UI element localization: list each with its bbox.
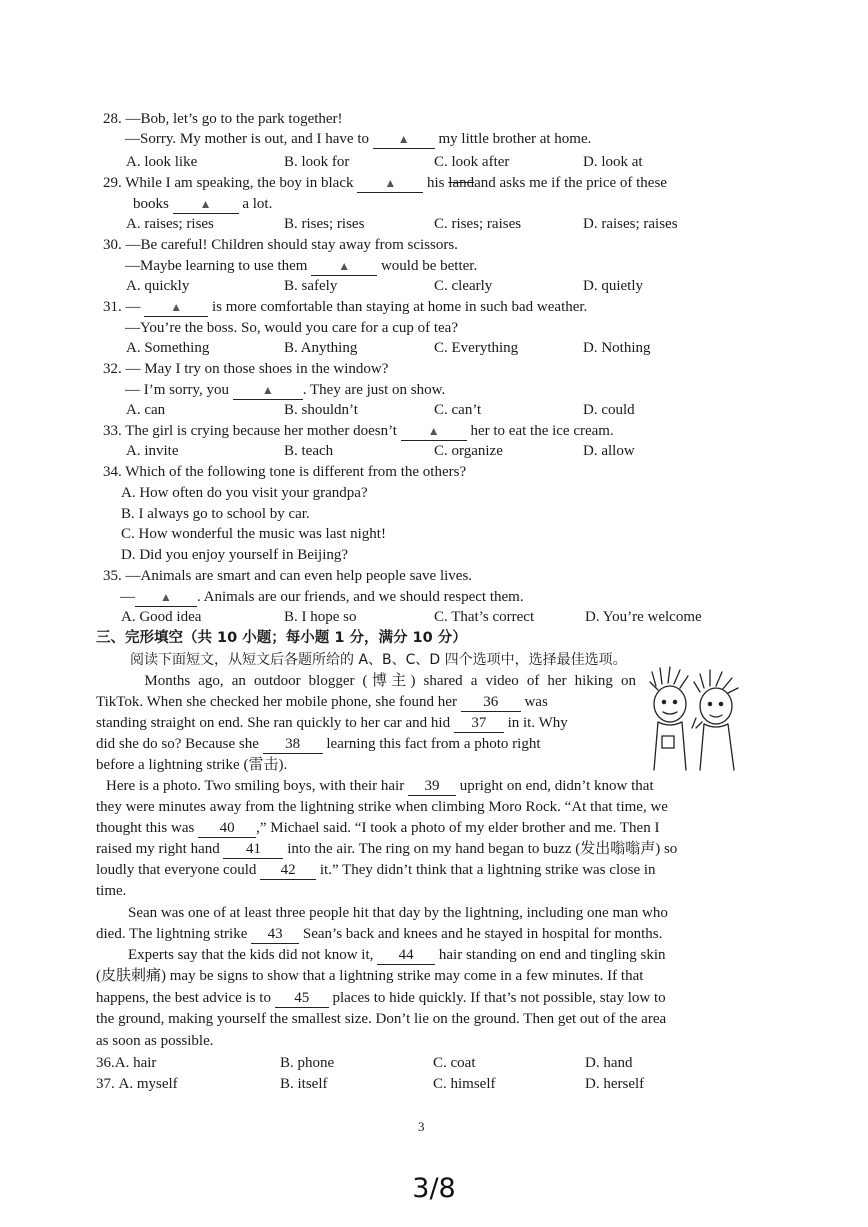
blank-43[interactable]: 43 bbox=[251, 926, 299, 944]
q32-stem-2: — I’m sorry, you ▲ . They are just on show. bbox=[125, 382, 446, 398]
q29-blank-1[interactable]: ▲ bbox=[357, 175, 423, 193]
passage-p2-line-4: raised my right hand 41 into the air. The ring on my hand began to buzz (发出嗡嗡声) so bbox=[96, 841, 678, 857]
q32-option-d[interactable]: D. could bbox=[583, 402, 635, 418]
q35-option-d[interactable]: D. You’re welcome bbox=[585, 609, 702, 625]
blank-42[interactable]: 42 bbox=[260, 862, 316, 880]
q33-option-a[interactable]: A. invite bbox=[126, 443, 179, 459]
q28-blank[interactable]: ▲ bbox=[373, 131, 435, 149]
q34-option-c[interactable]: C. How wonderful the music was last night! bbox=[121, 526, 386, 542]
passage-p2-line-6: time. bbox=[96, 883, 127, 899]
q35-option-b[interactable]: B. I hope so bbox=[284, 609, 357, 625]
q28-option-d[interactable]: D. look at bbox=[583, 154, 643, 170]
q33-option-d[interactable]: D. allow bbox=[583, 443, 635, 459]
q29-blank-2[interactable]: ▲ bbox=[173, 196, 239, 214]
q29-stem: 29. While I am speaking, the boy in black ▲ his landand asks me if the price of these bbox=[103, 175, 667, 191]
q29-option-d[interactable]: D. raises; raises bbox=[583, 216, 678, 232]
q37-option-a[interactable]: 37. A. myself bbox=[96, 1076, 178, 1092]
blank-41[interactable]: 41 bbox=[223, 841, 283, 859]
q35-option-c[interactable]: C. That’s correct bbox=[434, 609, 535, 625]
passage-p4-line-1: Experts say that the kids did not know it, 44 hair standing on end and tingling skin bbox=[128, 947, 666, 963]
page-number: 3 bbox=[418, 1119, 425, 1134]
passage-p4-line-5: as soon as possible. bbox=[96, 1033, 214, 1049]
q35-blank[interactable]: ▲ bbox=[135, 589, 197, 607]
passage-p3-line-1: Sean was one of at least three people hit that day by the lightning, including one man who bbox=[128, 905, 668, 921]
q31-option-b[interactable]: B. Anything bbox=[284, 340, 358, 356]
q34-option-b[interactable]: B. I always go to school by car. bbox=[121, 506, 310, 522]
q35-stem: 35. —Animals are smart and can even help people save lives. bbox=[103, 568, 473, 584]
q36-option-d[interactable]: D. hand bbox=[585, 1055, 633, 1071]
blank-44[interactable]: 44 bbox=[377, 947, 435, 965]
q29-struck-word: land bbox=[448, 175, 475, 191]
q35-option-a[interactable]: A. Good idea bbox=[121, 609, 202, 625]
passage-p3-line-2: died. The lightning strike 43 Sean’s back and knees and he stayed in hospital for months. bbox=[96, 926, 663, 942]
passage-p4-line-2: (皮肤刺痛) may be signs to show that a lightning strike may come in a few minutes. If that bbox=[96, 968, 644, 984]
two-boys-hair-standing-icon bbox=[648, 664, 744, 772]
q32-option-b[interactable]: B. shouldn’t bbox=[284, 402, 358, 418]
section-heading: 三、完形填空（共 10 小题；每小题 1 分，满分 10 分） bbox=[96, 630, 467, 646]
q30-option-b[interactable]: B. safely bbox=[284, 278, 338, 294]
q28-number: 28. bbox=[103, 111, 122, 127]
q33-option-b[interactable]: B. teach bbox=[284, 443, 334, 459]
q31-blank[interactable]: ▲ bbox=[144, 299, 208, 317]
q28-option-c[interactable]: C. look after bbox=[434, 154, 510, 170]
q29-option-a[interactable]: A. raises; rises bbox=[126, 216, 214, 232]
passage-p1-line-5: before a lightning strike (雷击). bbox=[96, 757, 288, 773]
q29-option-b[interactable]: B. rises; rises bbox=[284, 216, 365, 232]
q30-stem: 30. —Be careful! Children should stay away from scissors. bbox=[103, 237, 458, 253]
section-instruction: 阅读下面短文，从短文后各题所给的 A、B、C、D 四个选项中，选择最佳选项。 bbox=[130, 652, 627, 668]
q37-option-b[interactable]: B. itself bbox=[280, 1076, 328, 1092]
q37-option-d[interactable]: D. herself bbox=[585, 1076, 645, 1092]
q28-dialogue: —Sorry. My mother is out, and I have to ▲ my little brother at home. bbox=[125, 131, 592, 147]
q33-option-c[interactable]: C. organize bbox=[434, 443, 503, 459]
passage-p1-line-2: TikTok. When she checked her mobile phone, she found her 36 was bbox=[96, 694, 548, 710]
q28-option-b[interactable]: B. look for bbox=[284, 154, 350, 170]
passage-p2-line-2: they were minutes away from the lightning strike when climbing Moro Rock. “At that time, we bbox=[96, 799, 668, 815]
q35-stem-2: — ▲ . Animals are our friends, and we should respect them. bbox=[120, 589, 524, 605]
q30-option-a[interactable]: A. quickly bbox=[126, 278, 190, 294]
passage-p4-line-3: happens, the best advice is to 45 places to hide quickly. If that’s not possible, stay low to bbox=[96, 990, 666, 1006]
passage-p2-line-3: thought this was 40 ,” Michael said. “I took a photo of my elder brother and me. Then I bbox=[96, 820, 660, 836]
blank-40[interactable]: 40 bbox=[198, 820, 256, 838]
q34-option-d[interactable]: D. Did you enjoy yourself in Beijing? bbox=[121, 547, 349, 563]
passage-p1-line-1: Months ago, an outdoor blogger (博主) shared a video of her hiking on bbox=[144, 673, 636, 689]
q32-option-c[interactable]: C. can’t bbox=[434, 402, 482, 418]
q32-blank[interactable]: ▲ bbox=[233, 382, 303, 400]
q31-stem: 31. — ▲ is more comfortable than staying at home in such bad weather. bbox=[103, 299, 588, 315]
q36-option-b[interactable]: B. phone bbox=[280, 1055, 335, 1071]
q37-option-c[interactable]: C. himself bbox=[433, 1076, 496, 1092]
blank-38[interactable]: 38 bbox=[263, 736, 323, 754]
q32-option-a[interactable]: A. can bbox=[126, 402, 166, 418]
q28-stem: 28. —Bob, let’s go to the park together! bbox=[103, 111, 343, 127]
q29-stem-2: books ▲ a lot. bbox=[133, 196, 273, 212]
q32-stem: 32. — May I try on those shoes in the window? bbox=[103, 361, 389, 377]
passage-p1-line-4: did she do so? Because she 38 learning this fact from a photo right bbox=[96, 736, 541, 752]
q34-option-a[interactable]: A. How often do you visit your grandpa? bbox=[121, 485, 368, 501]
q30-blank[interactable]: ▲ bbox=[311, 258, 377, 276]
q29-option-c[interactable]: C. rises; raises bbox=[434, 216, 522, 232]
footer-page-indicator: 3/8 bbox=[412, 1173, 456, 1204]
q30-option-c[interactable]: C. clearly bbox=[434, 278, 493, 294]
q33-stem: 33. The girl is crying because her mother doesn’t ▲ her to eat the ice cream. bbox=[103, 423, 614, 439]
q31-stem-2: —You’re the boss. So, would you care for a cup of tea? bbox=[125, 320, 458, 336]
q33-blank[interactable]: ▲ bbox=[401, 423, 467, 441]
q31-option-d[interactable]: D. Nothing bbox=[583, 340, 651, 356]
passage-p2-line-1: Here is a photo. Two smiling boys, with their hair 39 upright on end, didn’t know that bbox=[106, 778, 654, 794]
q31-option-a[interactable]: A. Something bbox=[126, 340, 210, 356]
blank-45[interactable]: 45 bbox=[275, 990, 329, 1008]
q30-stem-2: —Maybe learning to use them ▲ would be better. bbox=[125, 258, 478, 274]
passage-p1-line-3: standing straight on end. She ran quickly to her car and hid 37 in it. Why bbox=[96, 715, 568, 731]
q36-option-c[interactable]: C. coat bbox=[433, 1055, 476, 1071]
q34-stem: 34. Which of the following tone is different from the others? bbox=[103, 464, 467, 480]
q36-option-a[interactable]: 36.A. hair bbox=[96, 1055, 157, 1071]
q31-option-c[interactable]: C. Everything bbox=[434, 340, 519, 356]
q30-option-d[interactable]: D. quietly bbox=[583, 278, 643, 294]
q28-option-a[interactable]: A. look like bbox=[126, 154, 198, 170]
blank-39[interactable]: 39 bbox=[408, 778, 456, 796]
passage-p2-line-5: loudly that everyone could 42 it.” They didn’t think that a lightning strike was close in bbox=[96, 862, 656, 878]
passage-p4-line-4: the ground, making yourself the smallest size. Don’t lie on the ground. Then get out of the area bbox=[96, 1011, 667, 1027]
blank-37[interactable]: 37 bbox=[454, 715, 504, 733]
blank-36[interactable]: 36 bbox=[461, 694, 521, 712]
